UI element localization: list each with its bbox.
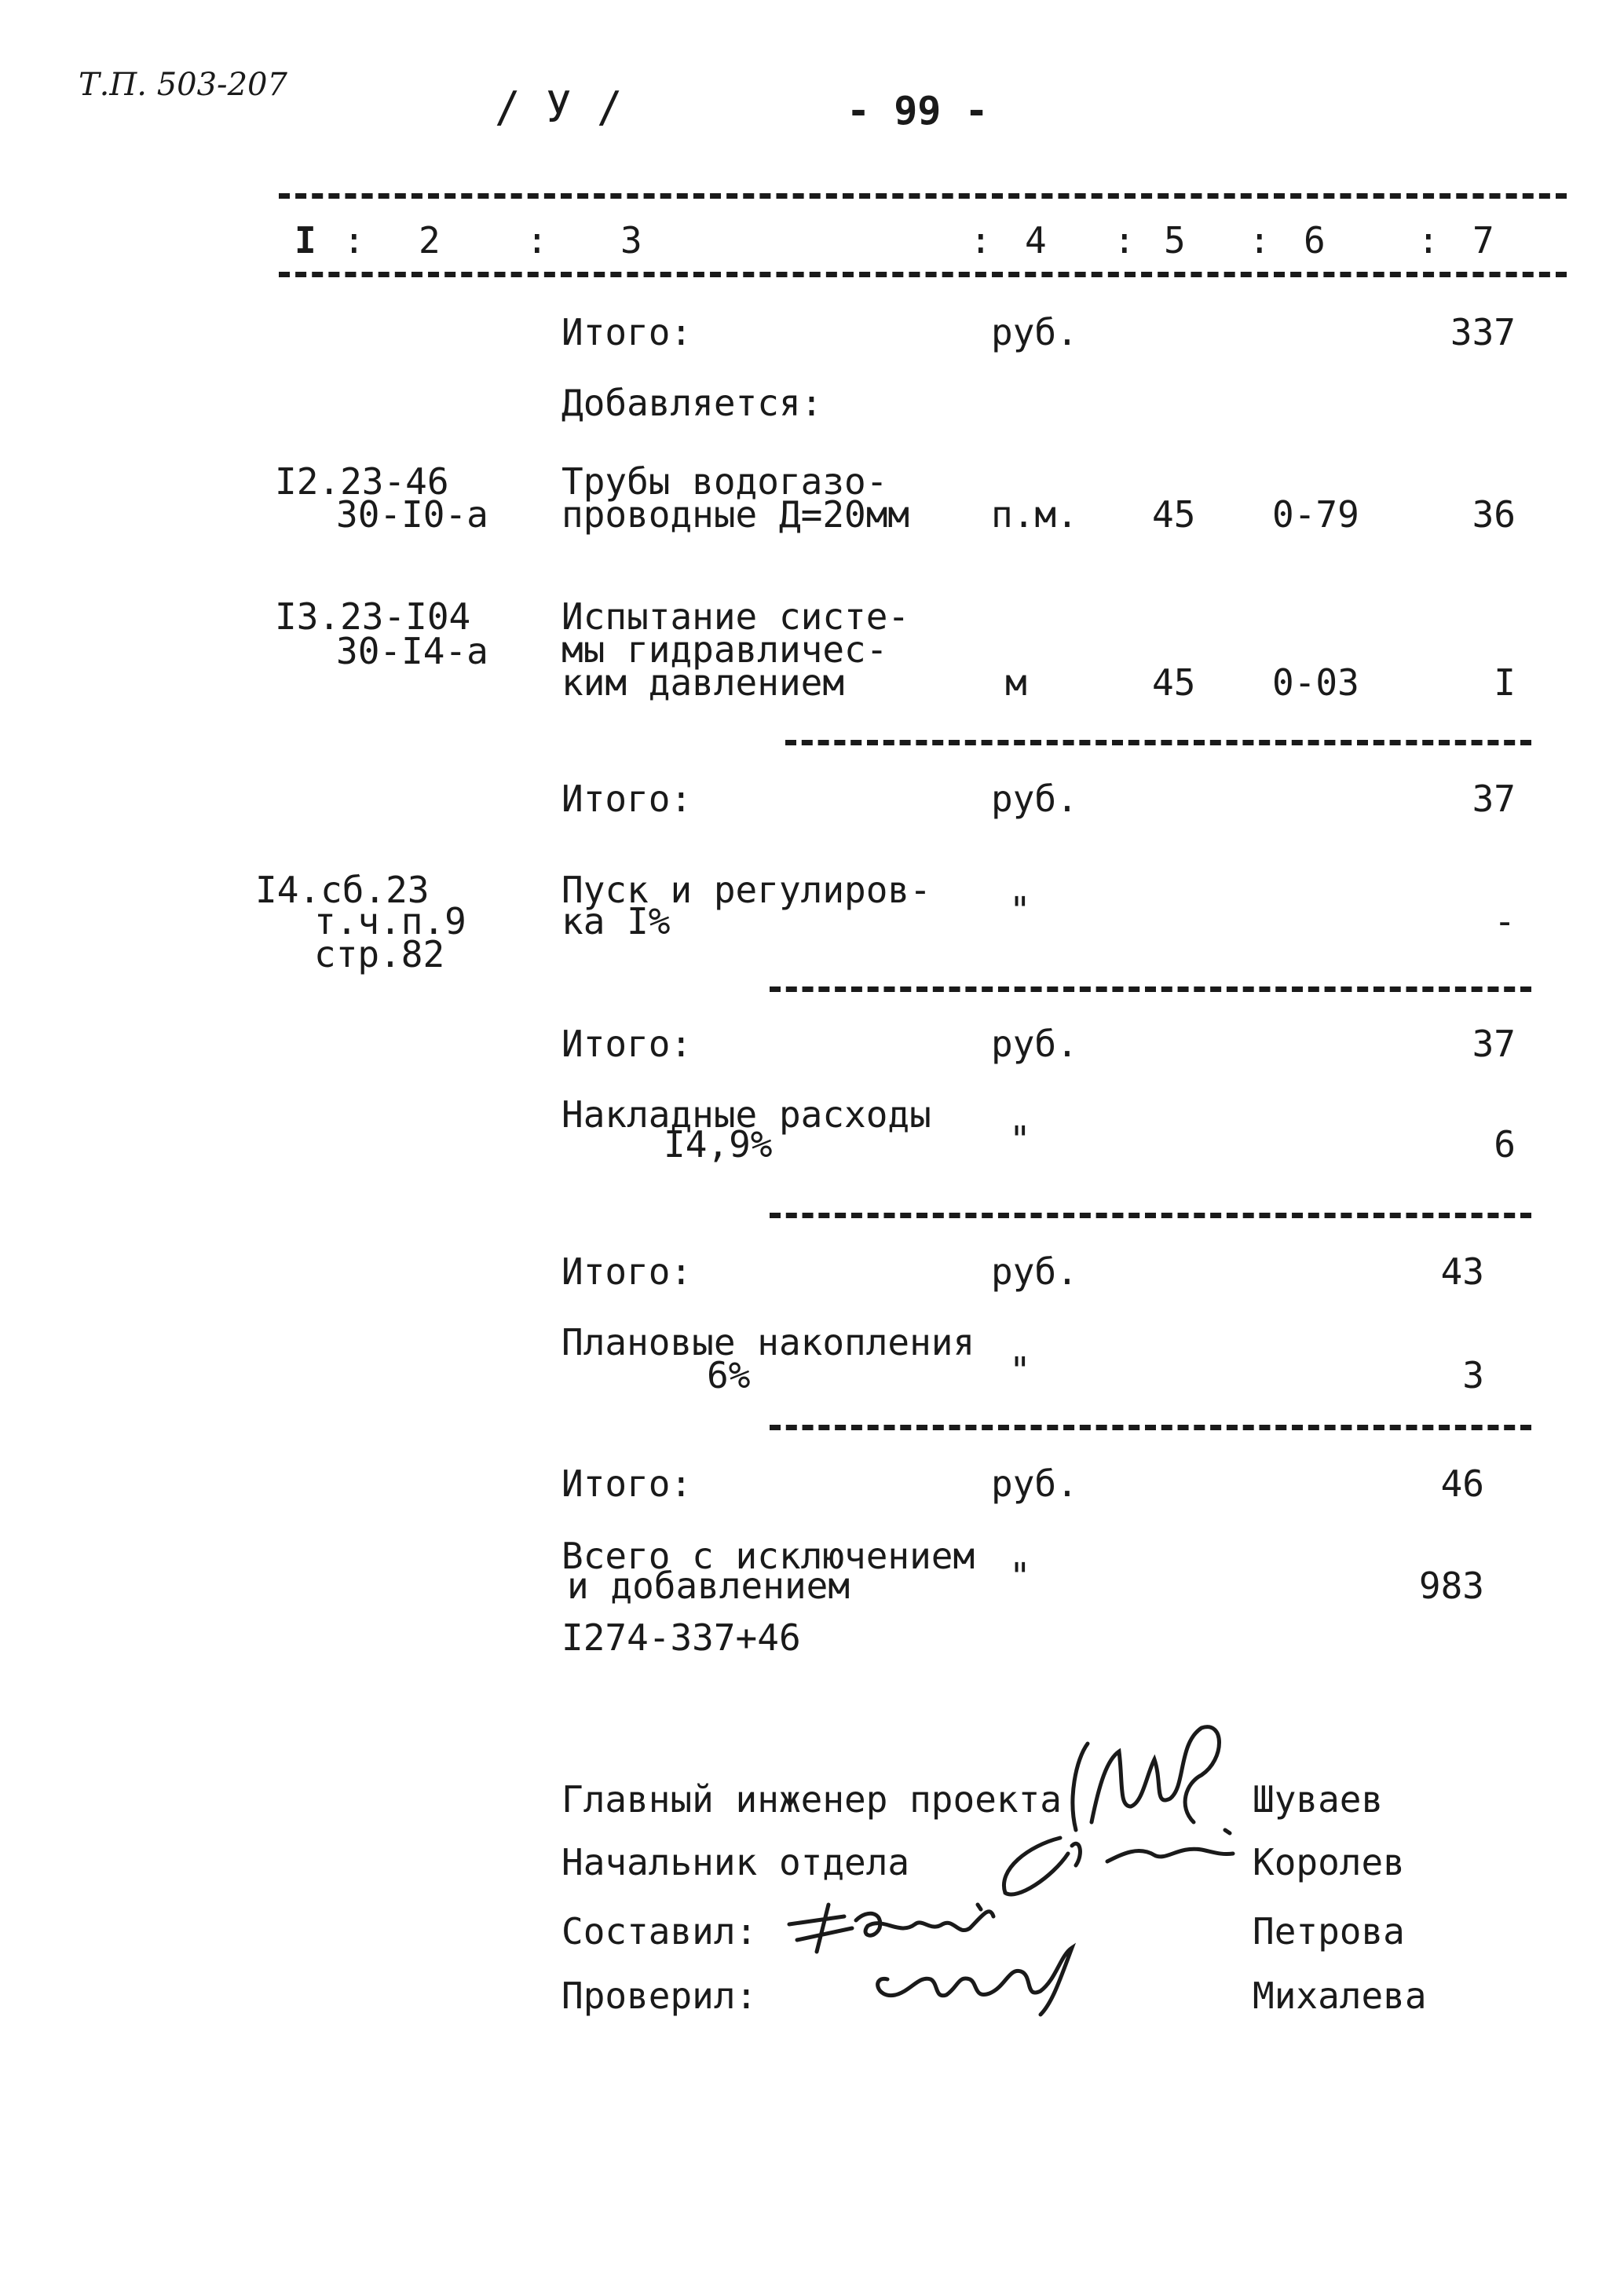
row-unit: п.м. [991, 493, 1078, 536]
row-code: т.ч.п.9 [314, 900, 466, 943]
row-unit: м [1005, 661, 1027, 704]
row-price: 0-79 [1272, 493, 1359, 536]
row-desc: ка I% [561, 900, 671, 943]
col-header-1: I [294, 219, 316, 262]
row-total: 337 [1450, 311, 1516, 353]
row-total: 6 [1494, 1123, 1516, 1166]
row-code: I4.сб.23 [255, 869, 430, 911]
row-code: 30-I4-а [336, 630, 488, 672]
col-sep: : [1114, 219, 1136, 262]
signature-role: Составил: [561, 1910, 758, 1953]
row-desc: мы гидравличес- [561, 628, 888, 671]
row-code: I3.23-I04 [275, 595, 471, 638]
row-desc: Итого: [561, 1023, 693, 1065]
row-total: 36 [1472, 493, 1516, 536]
doc-code: Т.П. 503-207 [79, 67, 287, 103]
row-desc: проводные Д=20мм [561, 493, 910, 536]
row-desc: Всего с исключением [561, 1535, 975, 1577]
handwritten-signature-chief-engineer [1044, 1712, 1249, 1838]
row-desc: Итого: [561, 1462, 693, 1505]
col-header-3: 3 [620, 219, 642, 262]
col-sep: : [1417, 219, 1439, 262]
signature-role: Проверил: [561, 1975, 758, 2017]
col-header-5: 5 [1164, 219, 1186, 262]
signature-role: Начальник отдела [561, 1841, 910, 1883]
signature-name: Шуваев [1253, 1778, 1384, 1821]
subtotal-rule [770, 986, 1531, 992]
row-unit: " [1009, 889, 1031, 932]
row-unit: руб. [991, 1462, 1078, 1505]
row-qty: 45 [1152, 661, 1196, 704]
col-sep: : [343, 219, 365, 262]
signature-name: Петрова [1253, 1910, 1405, 1953]
row-unit: руб. [991, 311, 1078, 353]
header-top-rule [279, 193, 1567, 199]
col-header-4: 4 [1025, 219, 1047, 262]
row-code: I2.23-46 [275, 460, 449, 503]
row-total: 3 [1462, 1354, 1484, 1396]
header-bottom-rule [279, 272, 1567, 277]
row-total: 43 [1440, 1250, 1484, 1293]
row-total: 983 [1418, 1565, 1484, 1607]
row-unit: " [1009, 1349, 1031, 1392]
col-header-7: 7 [1472, 219, 1494, 262]
row-desc: 6% [707, 1354, 751, 1396]
row-total: 37 [1472, 1023, 1516, 1065]
row-desc: и добавлением [567, 1565, 850, 1607]
calculation-formula: I274-337+46 [561, 1616, 801, 1659]
row-desc: Плановые накопления [561, 1321, 975, 1363]
row-desc: ким давлением [561, 661, 845, 704]
col-header-2: 2 [419, 219, 441, 262]
row-code: 30-I0-а [336, 493, 488, 536]
row-unit: руб. [991, 1023, 1078, 1065]
subtotal-rule [770, 1213, 1531, 1218]
row-desc: Итого: [561, 1250, 693, 1293]
signature-name: Королев [1253, 1841, 1405, 1883]
signature-name: Михалева [1253, 1975, 1427, 2017]
row-total: I [1494, 661, 1516, 704]
row-unit: " [1009, 1118, 1031, 1161]
col-sep: : [1249, 219, 1271, 262]
row-desc: Накладные расходы [561, 1093, 931, 1136]
row-qty: 45 [1152, 493, 1196, 536]
row-desc: I4,9% [664, 1123, 773, 1166]
row-unit: руб. [991, 1250, 1078, 1293]
handwritten-signature-checker [864, 1932, 1099, 2019]
col-sep: : [526, 219, 548, 262]
row-desc: Пуск и регулиров- [561, 869, 931, 911]
row-unit: " [1009, 1555, 1031, 1598]
page-number: - 99 - [847, 88, 989, 134]
row-total: 37 [1472, 778, 1516, 820]
row-price: 0-03 [1272, 661, 1359, 704]
row-unit: руб. [991, 778, 1078, 820]
row-desc: Испытание систе- [561, 595, 910, 638]
row-desc: Трубы водогазо- [561, 460, 888, 503]
col-header-6: 6 [1304, 219, 1326, 262]
row-total: 46 [1440, 1462, 1484, 1505]
row-desc: Добавляется: [561, 382, 823, 424]
row-desc: Итого: [561, 778, 693, 820]
subtotal-rule [785, 740, 1531, 745]
col-sep: : [970, 219, 992, 262]
row-code: стр.82 [314, 933, 445, 975]
subtotal-rule [770, 1425, 1531, 1430]
row-desc: Итого: [561, 311, 693, 353]
section-mark: / У / [495, 82, 623, 132]
row-total: - [1494, 900, 1516, 943]
signature-role: Главный инженер проекта [561, 1778, 1062, 1821]
